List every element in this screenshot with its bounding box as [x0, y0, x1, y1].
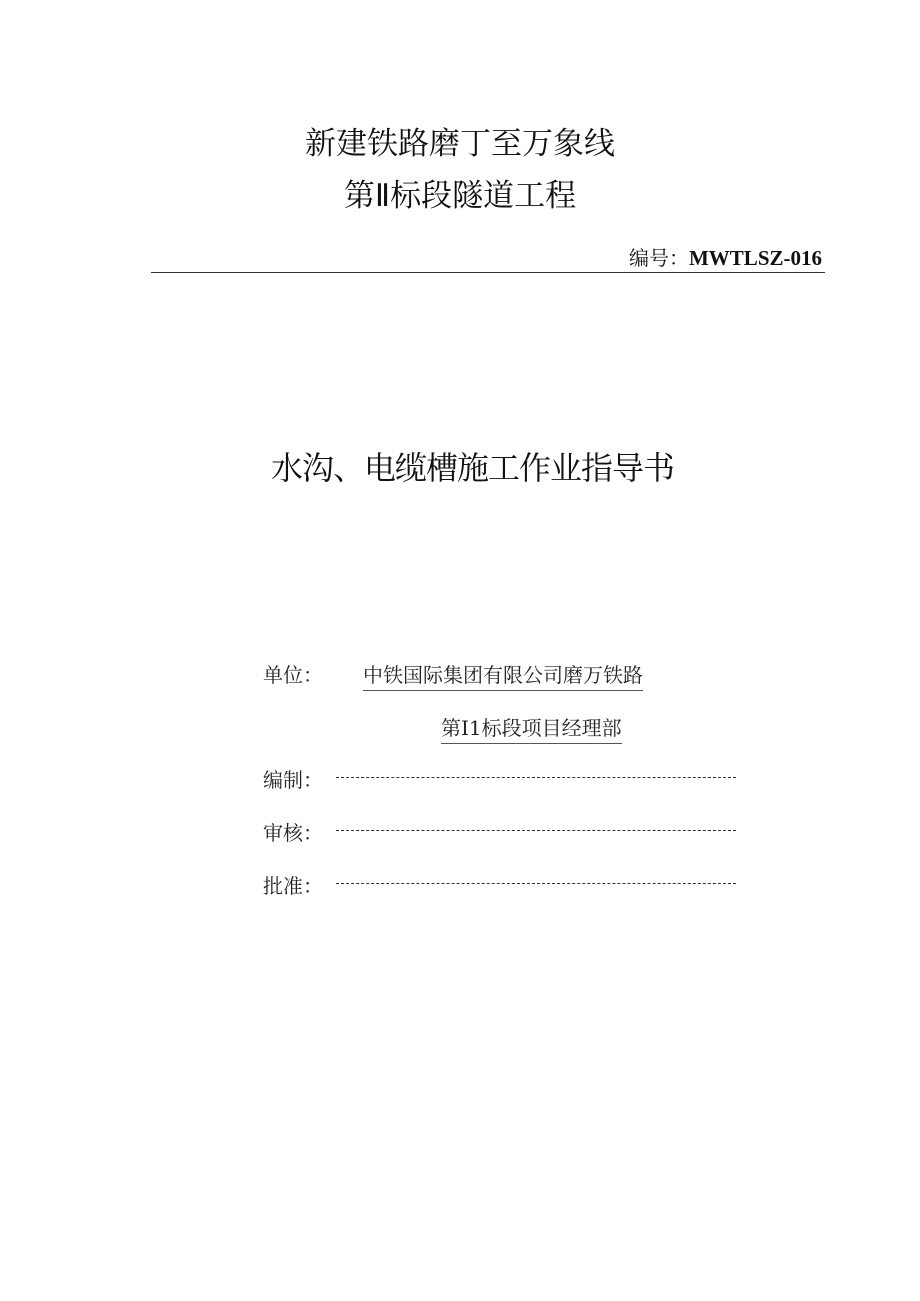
document-number-label: 编号： [628, 246, 689, 270]
approve-label: 批准： [263, 874, 323, 898]
compile-label: 编制： [263, 768, 323, 792]
approve-signature-line [336, 883, 736, 884]
document-number-value: MWTLSZ-016 [688, 246, 822, 270]
unit-value-line-1: 中铁国际集团有限公司磨万铁路 [363, 661, 643, 691]
header-divider [151, 272, 825, 273]
compile-signature-line [336, 777, 736, 778]
unit-label: 单位： [263, 663, 323, 687]
document-title: 水沟、电缆槽施工作业指导书 [270, 449, 674, 487]
project-title-line-2: 第Ⅱ标段隧道工程 [343, 178, 577, 214]
project-title [0, 118, 920, 222]
review-signature-line [336, 830, 736, 831]
review-label: 审核： [263, 821, 323, 845]
document-number [629, 244, 822, 272]
project-title-line-1: 新建铁路磨丁至万象线 [305, 126, 615, 162]
unit-value-line-2: 第I1标段项目经理部 [441, 714, 622, 744]
